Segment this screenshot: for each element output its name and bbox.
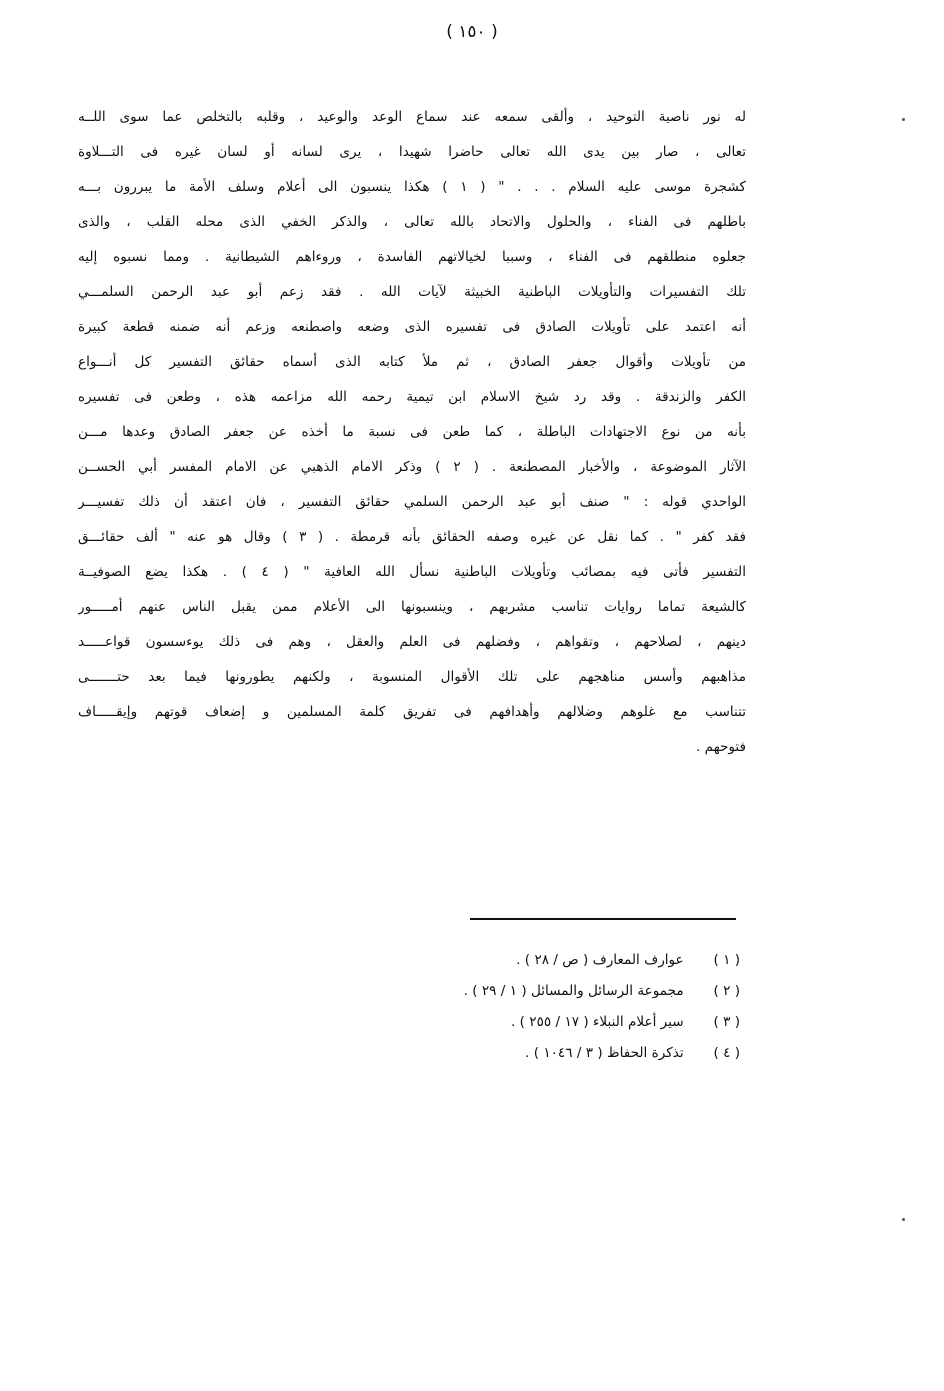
scan-speck	[902, 118, 905, 121]
text-line: دينهم ، لصلاحهم ، وتقواهم ، وفضلهم فى العلم والعقل ، وهم فى ذلك يوءسسون قواعـــــد	[78, 634, 746, 650]
footnote-text: سير أعلام النبلاء ( ١٧ / ٢٥٥ ) .	[511, 1014, 684, 1030]
footnote-number: ( ٢ )	[713, 983, 740, 999]
text-line: فتوحهم .	[696, 739, 746, 755]
text-line: تعالى ، صار بين يدى الله تعالى حاضرا شهيدا ، يرى لسانه أو لسان غيره فى التـــلاوة	[78, 144, 746, 160]
text-line: الكفر والزندقة . وقد رد شيخ الاسلام ابن تيمية رحمه الله مزاعمه هذه ، وطعن فى تفسيره	[78, 389, 746, 405]
text-line: الآثار الموضوعة ، والأخبار المصطنعة . ( ٢ ) وذكر الامام الذهبي عن الامام المفسر أبي الحســن	[78, 459, 746, 475]
text-line: كشجرة موسى عليه السلام . . . " ( ١ ) هكذا ينسبون الى أعلام وسلف الأمة ما يبررون بـــه	[78, 179, 746, 195]
scan-speck	[902, 1218, 905, 1221]
footnote-text: تذكرة الحفاظ ( ٣ / ١٠٤٦ ) .	[525, 1045, 684, 1061]
text-line: كالشيعة تماما روايات تناسب مشربهم ، وينسبونها الى الأعلام ممن يقبل الناس عنهم أمـــــور	[78, 599, 746, 615]
text-line: تتناسب مع غلوهم وضلالهم وأهدافهم فى تفريق كلمة المسلمين و إضعاف قوتهم وإيقـــــاف	[78, 704, 746, 720]
text-line: التفسير فأتى فيه بمصائب وتأويلات الباطنية نسأل الله العافية " ( ٤ ) . هكذا يضع الصوفيــة	[78, 564, 746, 580]
text-line: الواحدي قوله : " صنف أبو عبد الرحمن السلمي حقائق التفسير ، فان اعتقد أن ذلك تفسيـــر	[78, 494, 746, 510]
footnote-number: ( ١ )	[713, 952, 740, 968]
text-line: تلك التفسيرات والتأويلات الباطنية الخبيثة لآيات الله . فقد زعم أبو عبد الرحمن السلمـــي	[78, 284, 746, 300]
footnote-item	[360, 976, 740, 1007]
text-line: له نور ناصية التوحيد ، وألقى سمعه عند سماع الوعد والوعيد ، وقلبه بالتخلص عما سوى اللــه	[78, 109, 746, 125]
text-line: بأنه من نوع الاجتهادات الباطلة ، كما طعن فى نسبة ما أخذه عن جعفر الصادق وعدها مـــن	[78, 424, 746, 440]
body-text	[78, 100, 746, 765]
footnote-item	[360, 1007, 740, 1038]
footnote-separator	[470, 918, 736, 920]
footnote-number: ( ٤ )	[713, 1045, 740, 1061]
text-line: جعلوه منطلقهم فى الفناء ، وسببا لخيالاتهم الفاسدة ، وروءاهم الشيطانية . ومما نسبوه إليه	[78, 249, 746, 265]
footnote-item	[360, 945, 740, 976]
footnote-number: ( ٣ )	[713, 1014, 740, 1030]
footnote-item	[360, 1038, 740, 1069]
page-number: ( ١٥٠ )	[446, 22, 498, 42]
footnote-text: مجموعة الرسائل والمسائل ( ١ / ٢٩ ) .	[463, 983, 684, 999]
text-line: من تأويلات وأقوال جعفر الصادق ، ثم ملأ كتابه الذى أسماه حقائق التفسير كل أنـــواع	[78, 354, 746, 370]
text-line: مذاهبهم وأسس مناهجهم على تلك الأقوال المنسوبة ، ولكنهم يطورونها فيما بعد حتـــــــى	[78, 669, 746, 685]
footnotes	[360, 945, 740, 1069]
text-line: فقد كفر " . كما نقل عن غيره وصفه الحقائق بأنه قرمطة . ( ٣ ) وقال هو عنه " ألف حقائـــق	[78, 529, 746, 545]
text-line: باطلهم فى الفناء ، والحلول والاتحاد بالله تعالى ، والذكر الخفي الذى محله القلب ، والذى	[78, 214, 746, 230]
text-line: أنه اعتمد على تأويلات الصادق فى تفسيره الذى وضعه واصطنعه وزعم أنه ضمنه قطعة كبيرة	[78, 319, 746, 335]
footnote-text: عوارف المعارف ( ص / ٢٨ ) .	[516, 952, 684, 968]
